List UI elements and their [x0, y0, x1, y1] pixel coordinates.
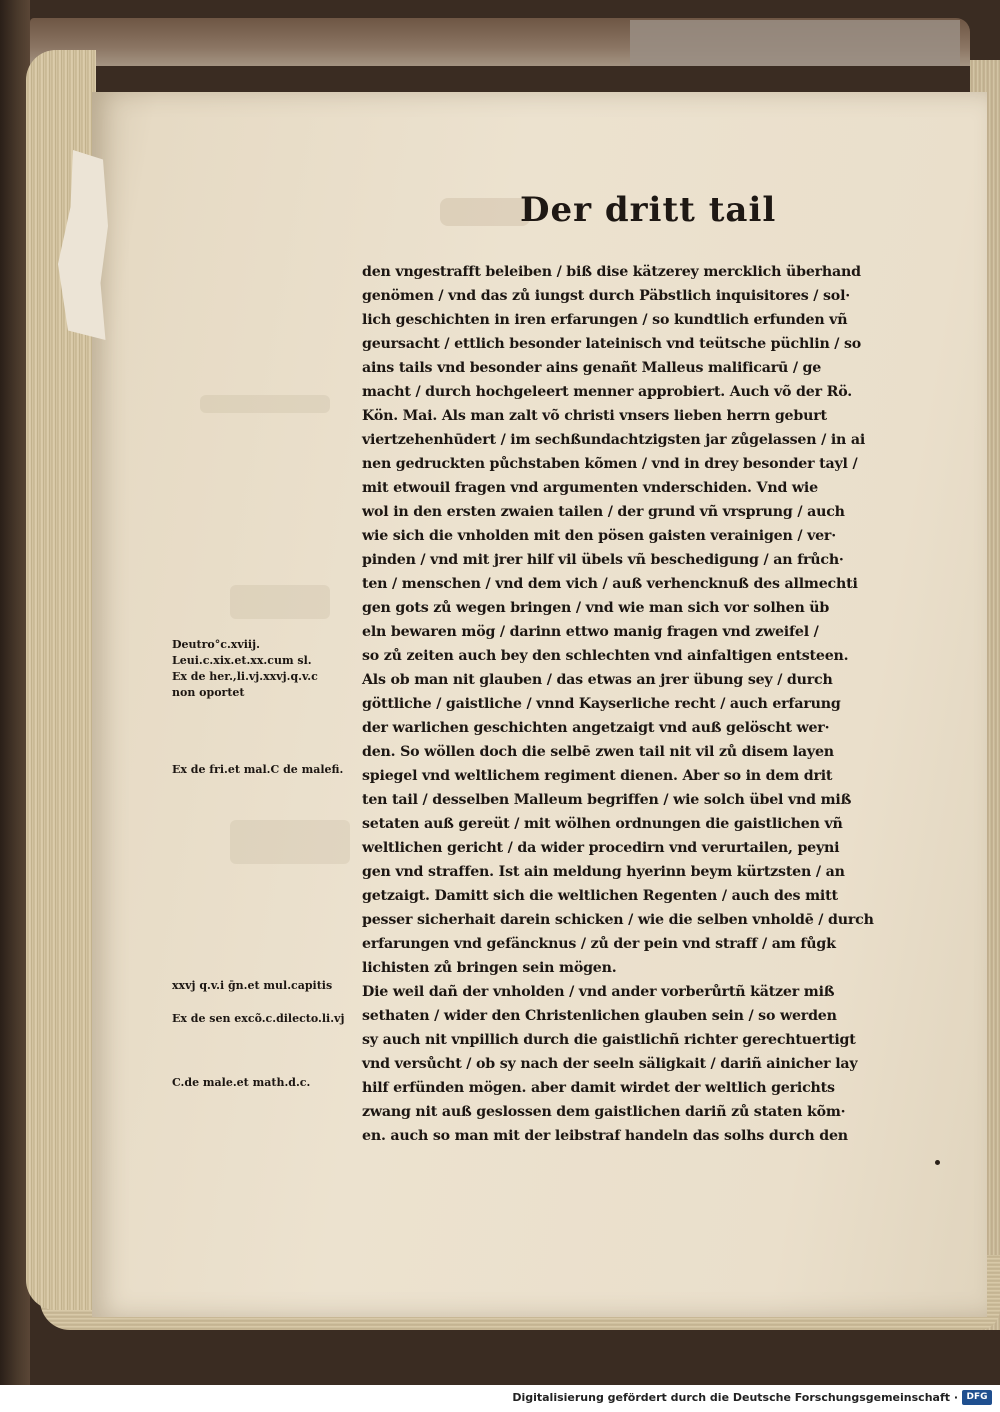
margin-note — [172, 637, 318, 701]
text-line: wol in den ersten zwaien tailen / der grund vñ vrsprung / auch — [362, 504, 845, 520]
text-line: lich geschichten in iren erfarungen / so kundtlich erfunden vñ — [362, 312, 848, 328]
text-line: wie sich die vnholden mit den pösen gaisten verainigen / ver· — [362, 528, 836, 544]
show-through-smudge — [440, 198, 530, 226]
text-line: genömen / vnd das zů iungst durch Päbstlich inquisitores / sol· — [362, 288, 850, 304]
text-line: hilf erfünden mögen. aber damit wirdet der weltlich gerichts — [362, 1080, 835, 1096]
text-line: eln bewaren mög / darinn ettwo manig fragen vnd zweifel / — [362, 624, 819, 640]
text-line: sy auch nit vnpillich durch die gaistlichñ richter gerechtuertigt — [362, 1032, 856, 1048]
cover-label-patch — [630, 20, 960, 66]
text-line: gen vnd straffen. Ist ain meldung hyerinn beym kürtzsten / an — [362, 864, 845, 880]
text-line: den vngestrafft beleiben / biß dise kätzerey mercklich überhand — [362, 264, 861, 280]
text-line: weltlichen gericht / da wider procedirn vnd verurtailen, peyni — [362, 840, 840, 856]
text-line: macht / durch hochgeleert menner approbiert. Auch võ der Rö. — [362, 384, 852, 400]
text-line: ains tails vnd besonder ains genañt Malleus malificarū / ge — [362, 360, 822, 376]
ink-speck — [935, 1160, 940, 1165]
text-line: sethaten / wider den Christenlichen glauben sein / so werden — [362, 1008, 837, 1024]
margin-note: C.de male.et math.d.c. — [172, 1076, 311, 1089]
text-line: gen gots zů wegen bringen / vnd wie man sich vor solhen üb — [362, 600, 830, 616]
show-through-smudge — [200, 395, 330, 413]
text-line: viertzehenhūdert / im sechßundachtzigsten jar zůgelassen / in ai — [362, 432, 866, 448]
margin-note-line: Deutro°c.xviij. — [172, 638, 260, 651]
text-line: mit etwouil fragen vnd argumenten vnderschiden. Vnd wie — [362, 480, 818, 496]
text-line: pesser sicherhait darein schicken / wie die selben vnholdē / durch — [362, 912, 874, 928]
text-line: setaten auß gereüt / mit wölhen ordnungen die gaistlichen vñ — [362, 816, 843, 832]
margin-note: Ex de fri.et mal.C de malefi. — [172, 763, 344, 776]
text-line: den. So wöllen doch die selbē zwen tail nit vil zů disem layen — [362, 744, 834, 760]
margin-note-line: non oportet — [172, 686, 245, 699]
text-line: zwang nit auß geslossen dem gaistlichen dariñ zů staten kõm· — [362, 1104, 846, 1120]
text-line: pinden / vnd mit jrer hilf vil übels vñ beschedigung / an frůch· — [362, 552, 844, 568]
text-line: erfarungen vnd gefäncknus / zů der pein vnd straff / am fůgk — [362, 936, 836, 952]
text-line: geursacht / ettlich besonder lateinisch vnd teütsche püchlin / so — [362, 336, 862, 352]
text-line: Die weil dañ der vnholden / vnd ander vorberůrtñ kätzer miß — [362, 984, 835, 1000]
text-line: Als ob man nit glauben / das etwas an jrer übung sey / durch — [362, 672, 833, 688]
show-through-smudge — [230, 585, 330, 619]
text-line: en. auch so man mit der leibstraf handeln das solhs durch den — [362, 1128, 848, 1144]
text-line: vnd versůcht / ob sy nach der seeln säligkait / dariñ ainicher lay — [362, 1056, 858, 1072]
text-line: so zů zeiten auch bey den schlechten vnd ainfaltigen entsteen. — [362, 648, 849, 664]
text-line: spiegel vnd weltlichem regiment dienen. Aber so in dem drit — [362, 768, 833, 784]
show-through-smudge — [230, 820, 350, 864]
text-line: der warlichen geschichten angetzaigt vnd auß gelöscht wer· — [362, 720, 830, 736]
text-line: nen gedruckten půchstaben kõmen / vnd in drey besonder tayl / — [362, 456, 858, 472]
running-head: Der dritt tail — [520, 190, 777, 230]
margin-note-line: Ex de her.,li.vj.xxvj.q.v.c — [172, 670, 318, 683]
text-line: lichisten zů bringen sein mögen. — [362, 960, 617, 976]
margin-note-line: Leui.c.xix.et.xx.cum sl. — [172, 654, 312, 667]
text-line: ten / menschen / vnd dem vich / auß verhencknuß des allmechti — [362, 576, 858, 592]
text-line: ten tail / desselben Malleum begriffen / wie solch übel vnd miß — [362, 792, 852, 808]
text-line: Kön. Mai. Als man zalt võ christi vnsers lieben herrn geburt — [362, 408, 827, 424]
footer-bar — [0, 1385, 1000, 1412]
funding-credit: Digitalisierung gefördert durch die Deutsche Forschungsgemeinschaft · — [512, 1391, 958, 1404]
margin-note: Ex de sen excõ.c.dilecto.li.vj — [172, 1012, 345, 1025]
body-text — [362, 260, 900, 1148]
text-line: göttliche / gaistliche / vnnd Kayserliche recht / auch erfarung — [362, 696, 841, 712]
dfg-logo[interactable]: DFG — [962, 1390, 992, 1405]
margin-note: xxvj q.v.i ḡn.et mul.capitis — [172, 979, 333, 992]
text-line: getzaigt. Damitt sich die weltlichen Regenten / auch des mitt — [362, 888, 838, 904]
